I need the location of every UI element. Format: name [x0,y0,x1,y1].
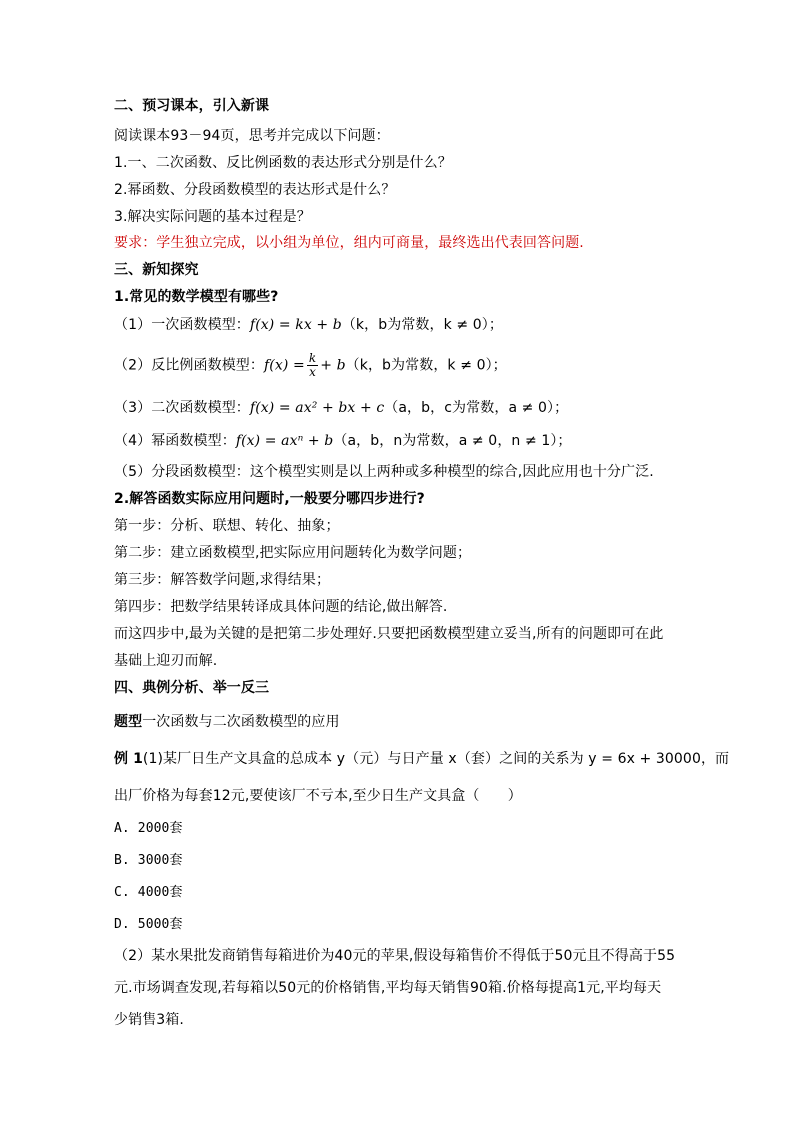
example-1-part-2-line-1: （2）某水果批发商销售每箱进价为40元的苹果,假设每箱售价不得低于50元且不得高于55 [114,948,676,964]
step-2: 第二步：建立函数模型,把实际应用问题转化为数学问题； [114,545,472,561]
section-heading-examples: 四、典例分析、举一反三 [114,680,270,696]
step-4: 第四步：把数学结果转译成具体问题的结论,做出解答. [114,599,448,615]
model-power-condition: （a，b，n为常数，a ≠ 0，n ≠ 1）； [333,433,572,449]
model-quadratic [114,399,684,417]
problem-type [114,713,684,731]
option-d: D. 5000套 [114,917,183,932]
model-linear-condition: （k，b为常数，k ≠ 0）； [341,317,503,333]
model-linear [114,316,684,334]
fraction-numerator: k [308,351,317,365]
model-inverse-fraction [307,352,318,379]
option-b: B. 3000套 [114,853,183,868]
model-power-label: （4）幂函数模型： [114,433,236,449]
model-inverse-lhs: f(x) = [264,357,305,374]
reading-instruction: 阅读课本93－94页，思考并完成以下问题： [114,128,390,144]
fraction-denominator: x [309,365,316,379]
question-1: 1.一、二次函数、反比例函数的表达形式分别是什么？ [114,155,452,171]
subheading-common-models: 1.常见的数学模型有哪些? [114,289,279,305]
example-label: 例 1 [114,751,143,767]
model-power [114,432,684,450]
model-inverse-rhs: + b [320,357,346,374]
example-1-line-1 [114,750,730,768]
model-quadratic-formula: f(x) = ax² + bx + c [249,400,385,416]
step-1: 第一步：分析、联想、转化、抽象； [114,518,340,534]
step-3: 第三步：解答数学问题,求得结果； [114,572,331,588]
section-heading-new-knowledge: 三、新知探究 [114,262,199,278]
question-2: 2.幂函数、分段函数模型的表达形式是什么？ [114,182,396,198]
model-quadratic-label: （3）二次函数模型： [114,400,250,416]
subheading-four-steps: 2.解答函数实际应用问题时,一般要分哪四步进行? [114,491,425,507]
example-1-line-2: 出厂价格为每套12元,要使该厂不亏本,至少日生产文具盒（ ） [114,788,522,804]
model-inverse [114,352,684,379]
model-inverse-condition: （k，b为常数，k ≠ 0）； [345,357,507,374]
option-a: A. 2000套 [114,821,183,836]
summary-line-1: 而这四步中,最为关键的是把第二步处理好.只要把函数模型建立妥当,所有的问题即可在此 [114,626,664,642]
example-1-text-1: (1)某厂日生产文具盒的总成本 y（元）与日产量 x（套）之间的关系为 y = 6x + 30000，而 [142,751,730,767]
model-quadratic-condition: （a，b，c为常数，a ≠ 0）； [384,400,569,416]
model-piecewise: （5）分段函数模型：这个模型实则是以上两种或多种模型的综合,因此应用也十分广泛. [114,464,654,480]
model-inverse-label: （2）反比例函数模型： [114,357,265,374]
section-heading-preview: 二、预习课本，引入新课 [114,98,270,114]
model-power-formula: f(x) = axⁿ + b [235,433,334,449]
requirement-note: 要求：学生独立完成，以小组为单位，组内可商量，最终选出代表回答问题. [114,235,584,251]
example-1-part-2-line-3: 少销售3箱. [114,1012,184,1028]
question-3: 3.解决实际问题的基本过程是？ [114,209,311,225]
example-1-part-2-line-2: 元.市场调查发现,若每箱以50元的价格销售,平均每天销售90箱.价格每提高1元,平均每天 [114,980,662,996]
option-c: C. 4000套 [114,885,183,900]
model-linear-label: （1）一次函数模型： [114,317,250,333]
problem-type-text: 一次函数与二次函数模型的应用 [142,714,340,730]
model-linear-formula: f(x) = kx + b [249,317,342,333]
problem-type-label: 题型 [114,714,143,730]
summary-line-2: 基础上迎刃而解. [114,653,218,669]
